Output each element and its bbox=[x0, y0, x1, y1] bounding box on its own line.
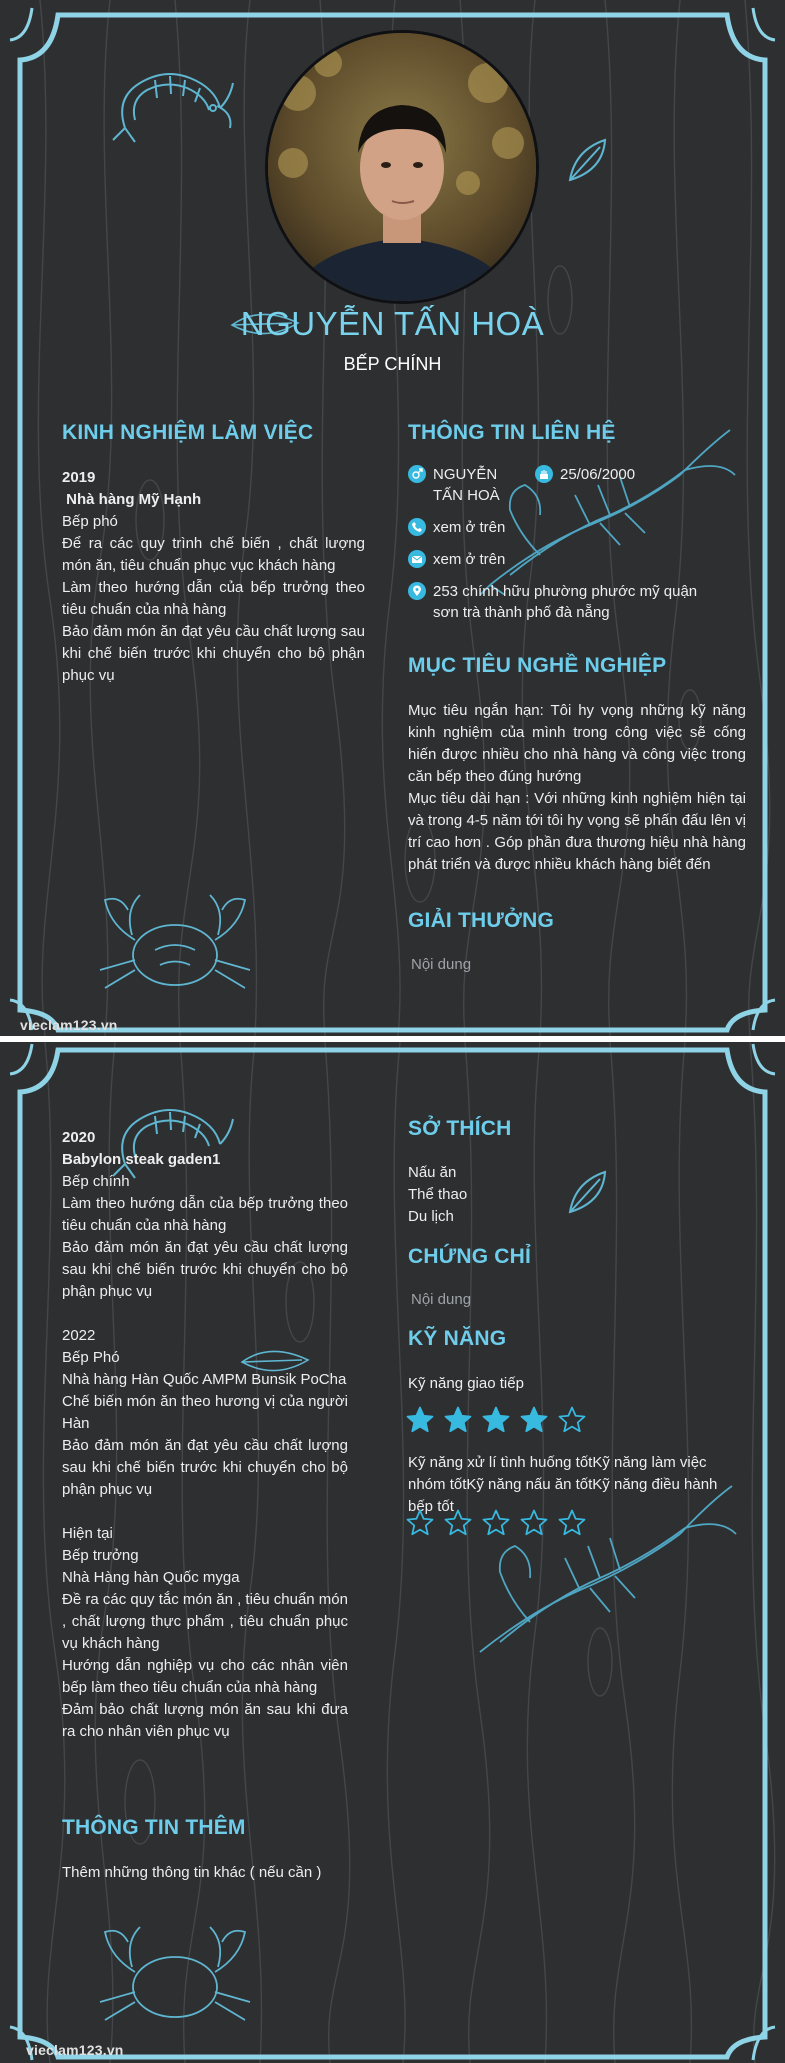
job-duty: Đề ra các quy tắc món ăn , tiêu chuẩn món , chất lượng thực phẩm , tiêu chuẩn phục vụ khách hàng bbox=[62, 1591, 348, 1652]
contact-birthday: 25/06/2000 bbox=[560, 466, 636, 483]
skill-name: Kỹ năng xử lí tình huống tốtKỹ năng làm việc nhóm tốtKỹ năng nấu ăn tốtKỹ năng điều hành bếp tốt bbox=[408, 1454, 718, 1515]
location-pin-icon bbox=[408, 582, 426, 600]
contact-email-row bbox=[408, 549, 505, 570]
skill-name: Kỹ năng giao tiếp bbox=[408, 1375, 524, 1392]
job-duty: Bảo đảm món ăn đạt yêu cầu chất lượng sau khi chế biến trước khi chuyển cho bộ phận phục vụ bbox=[62, 623, 365, 684]
certificates-content: Nội dung bbox=[411, 1291, 472, 1308]
contact-email: xem ở trên bbox=[433, 551, 506, 568]
mail-icon bbox=[408, 550, 426, 568]
job-duty: Bảo đảm món ăn đạt yêu cầu chất lượng sau khi chế biến trước khi chuyển cho bộ phận phục vụ bbox=[62, 1437, 348, 1498]
job-duty: Bảo đảm món ăn đạt yêu cầu chất lượng sau khi chế biến trước khi chuyển cho bộ phận phục vụ bbox=[62, 1239, 348, 1300]
job-company: Nhà hàng Hàn Quốc AMPM Bunsik PoCha bbox=[62, 1371, 347, 1388]
skill-rating bbox=[405, 1405, 587, 1435]
skills-heading: KỸ NĂNG bbox=[408, 1327, 507, 1350]
awards-heading: GIẢI THƯỞNG bbox=[408, 909, 555, 932]
job-duty: Để ra các quy trình chế biến , chất lượng món ăn, tiêu chuẩn phục vục khách hàng bbox=[62, 535, 365, 574]
job-duty: Làm theo hướng dẫn của bếp trưởng theo tiêu chuẩn của nhà hàng bbox=[62, 579, 365, 618]
star-empty-icon bbox=[557, 1405, 587, 1435]
experience-heading: KINH NGHIỆM LÀM VIỆC bbox=[62, 421, 314, 444]
job-year: 2022 bbox=[62, 1327, 96, 1344]
candidate-title: BẾP CHÍNH bbox=[343, 354, 442, 374]
hobbies-list bbox=[408, 1162, 467, 1228]
star-empty-icon bbox=[405, 1508, 435, 1538]
candidate-name: NGUYỄN TẤN HOÀ bbox=[240, 305, 545, 342]
job-position: Bếp Phó bbox=[62, 1349, 120, 1366]
job-duty: Làm theo hướng dẫn của bếp trưởng theo tiêu chuẩn của nhà hàng bbox=[62, 1195, 348, 1234]
star-filled-icon bbox=[519, 1405, 549, 1435]
objective-heading: MỤC TIÊU NGHỀ NGHIỆP bbox=[408, 654, 667, 677]
crab-icon bbox=[80, 1912, 270, 2032]
contact-name: NGUYỄN TẤN HOÀ bbox=[433, 466, 500, 504]
hobby-item: Thể thao bbox=[408, 1186, 468, 1203]
contact-address-row bbox=[408, 581, 708, 623]
objective-long: Mục tiêu dài hạn : Với những kinh nghiệm hiện tại và trong 4-5 năm tới tôi hy vọng sẽ phấn đấu lên vị trí cao hơn . Góp phần đưa thương hiệu nhà hàng phát triển và được nhiều khách hàng biết đến bbox=[408, 790, 746, 873]
leaf-icon bbox=[565, 1167, 615, 1217]
job-position: Bếp phó bbox=[62, 513, 118, 530]
star-empty-icon bbox=[481, 1508, 511, 1538]
hobbies-heading: SỞ THÍCH bbox=[408, 1117, 512, 1140]
watermark: vieclam123.vn bbox=[26, 2042, 124, 2058]
job-company: Nhà hàng Mỹ Hạnh bbox=[62, 491, 202, 508]
job-position: Bếp trưởng bbox=[62, 1547, 139, 1564]
star-filled-icon bbox=[405, 1405, 435, 1435]
star-filled-icon bbox=[443, 1405, 473, 1435]
job-position: Bếp chính bbox=[62, 1173, 130, 1190]
experience-list bbox=[62, 467, 365, 687]
hobby-item: Du lịch bbox=[408, 1208, 454, 1225]
contact-phone-row bbox=[408, 517, 505, 538]
awards-content: Nội dung bbox=[411, 956, 472, 973]
star-empty-icon bbox=[519, 1508, 549, 1538]
more-info-heading: THÔNG TIN THÊM bbox=[62, 1816, 246, 1839]
job-duty: Hướng dẫn nghiệp vụ cho các nhân viên bếp làm theo tiêu chuẩn của nhà hàng bbox=[62, 1657, 348, 1696]
experience-list-continued bbox=[62, 1127, 348, 1743]
hobby-item: Nấu ăn bbox=[408, 1164, 457, 1181]
objective-text bbox=[408, 700, 746, 876]
watermark: vieclam123.vn bbox=[20, 1017, 118, 1033]
objective-short: Mục tiêu ngắn hạn: Tôi hy vọng những kỹ năng kinh nghiệm của mình trong công việc sẽ cống hiến được nhiều cho nhà hàng và công việc trong căn bếp theo đúng hướng bbox=[408, 702, 746, 785]
job-duty: Chế biến món ăn theo hương vị của người Hàn bbox=[62, 1393, 348, 1432]
job-year: 2020 bbox=[62, 1129, 96, 1146]
gender-icon bbox=[408, 465, 426, 483]
shrimp-icon bbox=[105, 58, 235, 148]
cv-page-2 bbox=[0, 1042, 785, 2063]
phone-icon bbox=[408, 518, 426, 536]
avatar-photo bbox=[268, 33, 536, 301]
skill-rating bbox=[405, 1508, 587, 1538]
job-year: 2019 bbox=[62, 469, 96, 486]
job-duty: Đảm bảo chất lượng món ăn sau khi đưa ra cho nhân viên phục vụ bbox=[62, 1701, 348, 1740]
star-empty-icon bbox=[557, 1508, 587, 1538]
certificates-heading: CHỨNG CHỈ bbox=[408, 1245, 532, 1268]
job-year: Hiện tại bbox=[62, 1525, 113, 1542]
contact-address: 253 chính hữu phường phước mỹ quận sơn trà thành phố đà nẵng bbox=[433, 583, 698, 621]
star-empty-icon bbox=[443, 1508, 473, 1538]
job-company: Nhà Hàng hàn Quốc myga bbox=[62, 1569, 240, 1586]
crab-icon bbox=[80, 880, 270, 1000]
job-company: Babylon steak gaden1 bbox=[62, 1151, 221, 1168]
contact-heading: THÔNG TIN LIÊN HỆ bbox=[408, 421, 616, 444]
star-filled-icon bbox=[481, 1405, 511, 1435]
avatar bbox=[265, 30, 539, 304]
contact-phone: xem ở trên bbox=[433, 519, 506, 536]
more-info-content: Thêm những thông tin khác ( nếu cần ) bbox=[62, 1864, 322, 1881]
contact-name-row bbox=[408, 464, 528, 506]
contact-birthday-row bbox=[535, 464, 635, 485]
leaf-icon bbox=[565, 135, 615, 185]
cake-icon bbox=[535, 465, 553, 483]
